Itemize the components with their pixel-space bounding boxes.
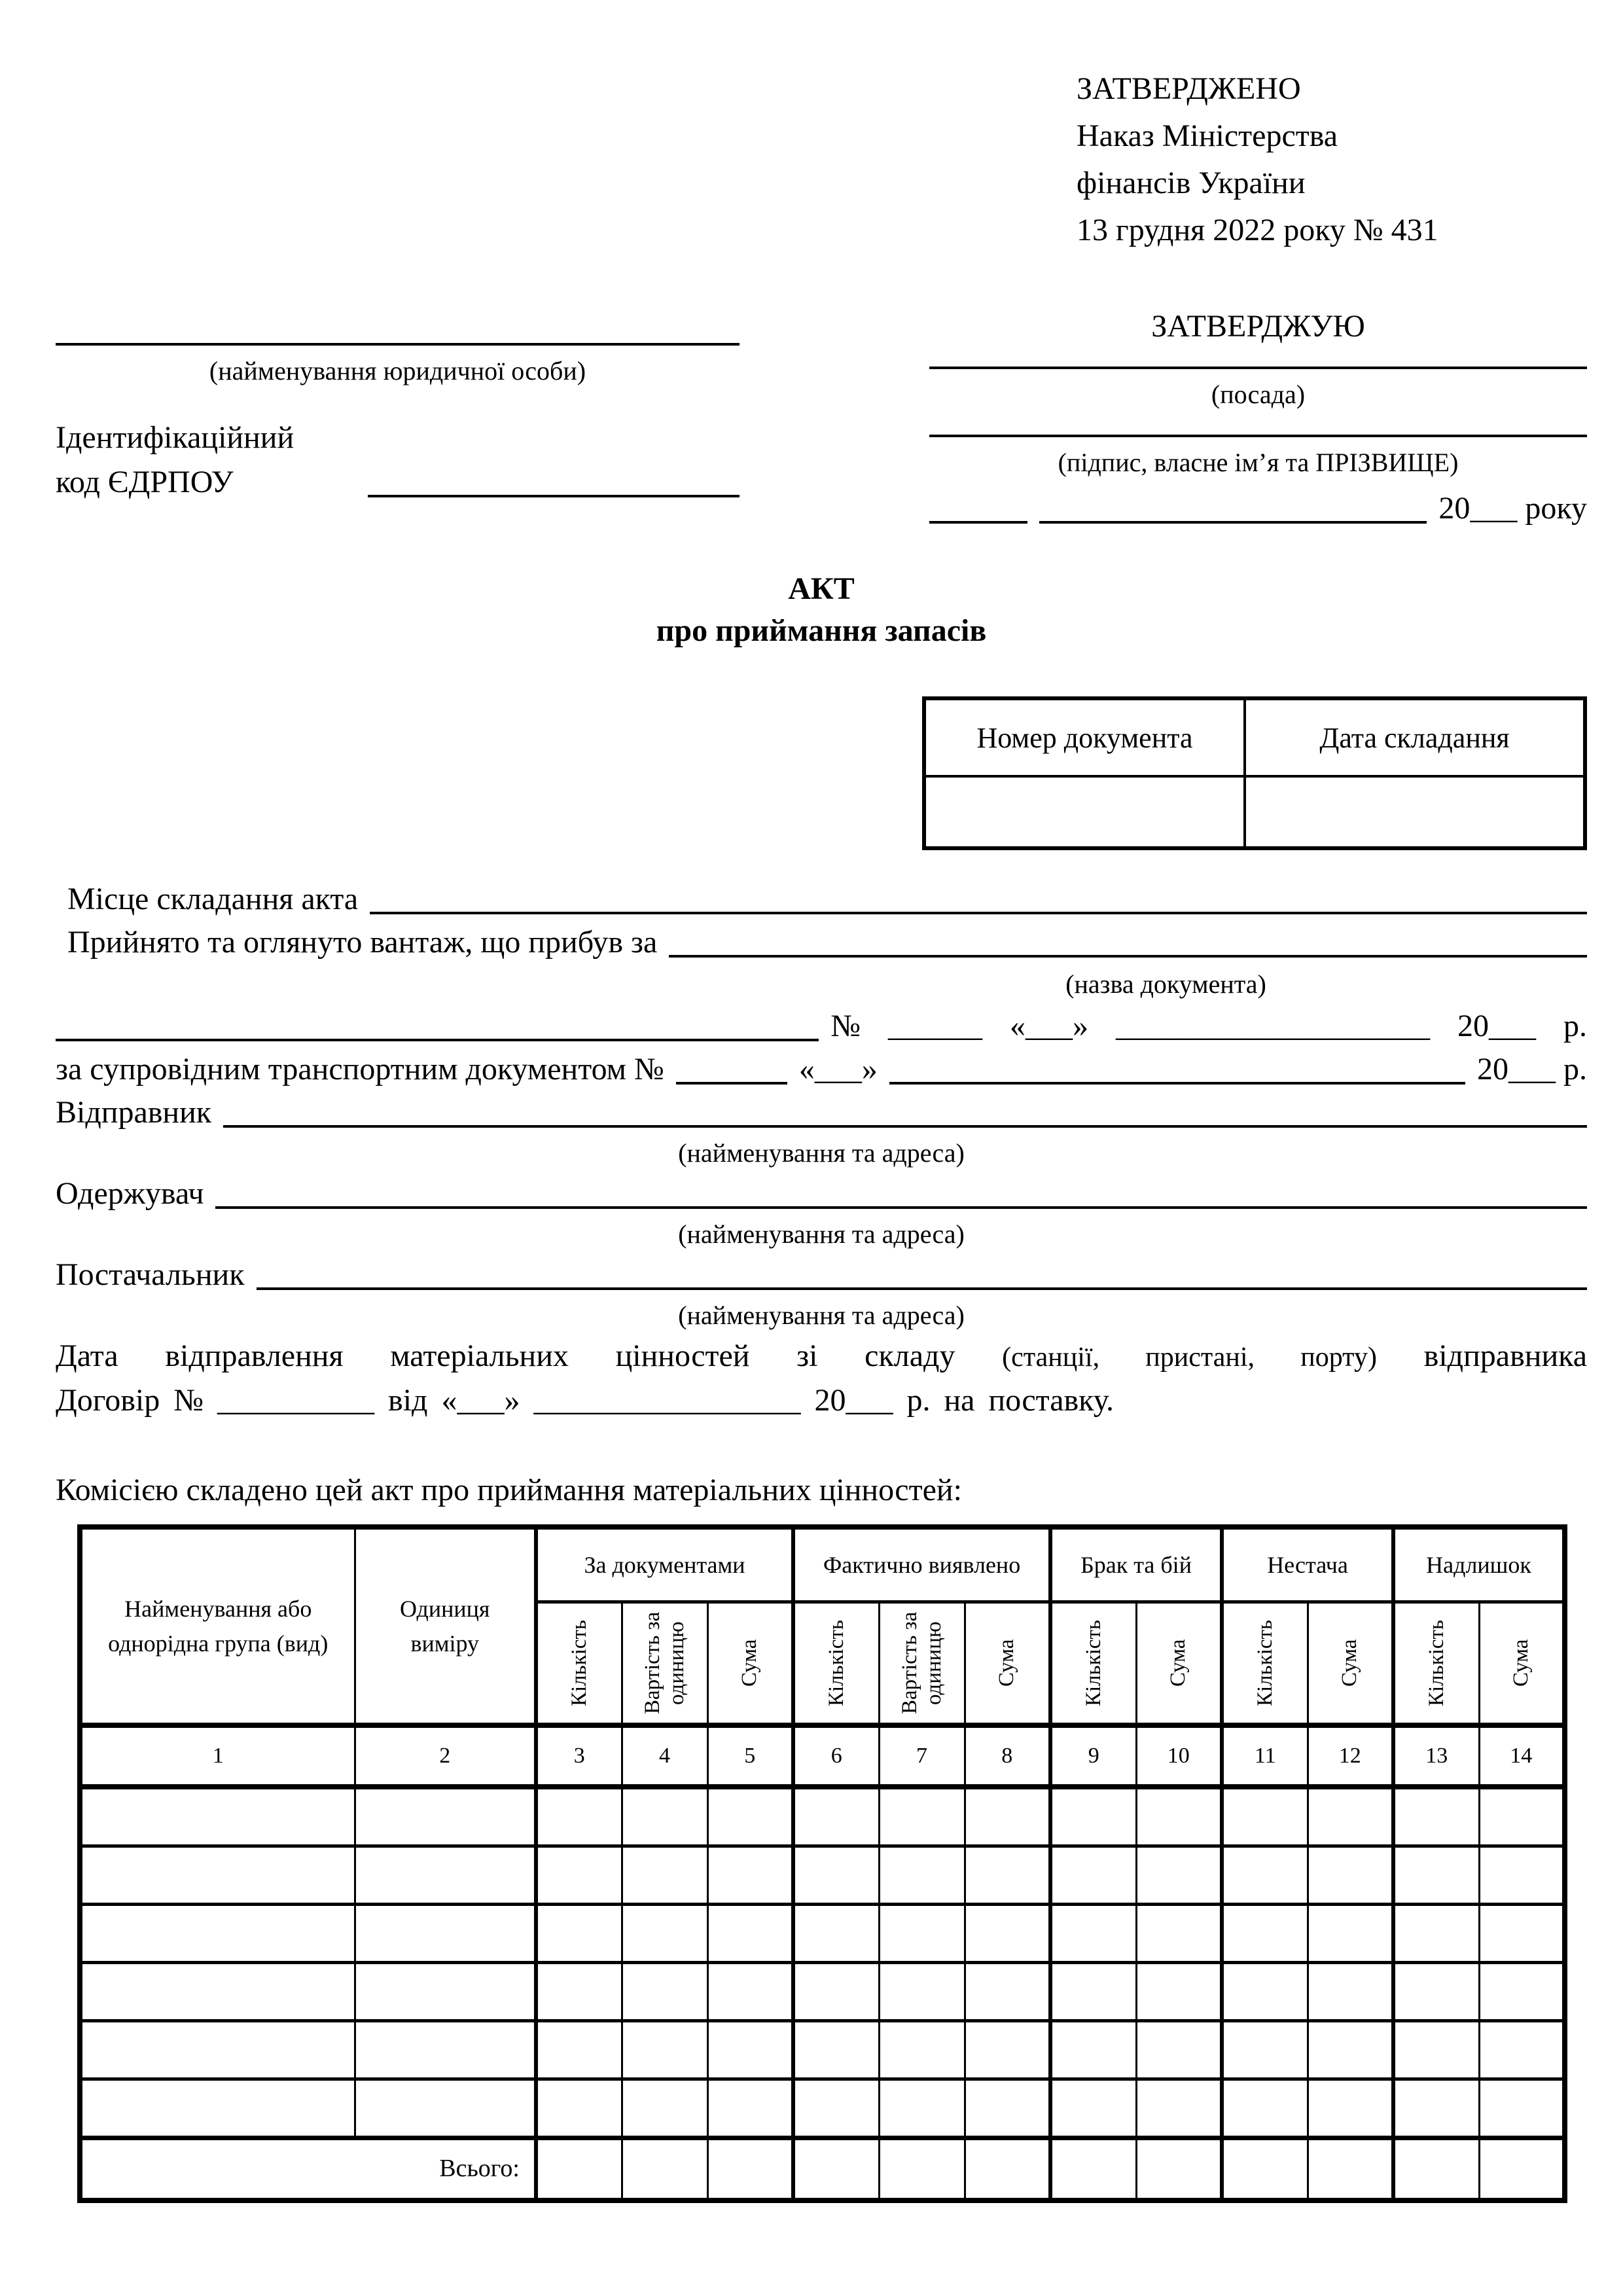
doc-date-cell: [1245, 776, 1585, 848]
group-actually-found: Фактично виявлено: [793, 1527, 1050, 1602]
cell: [80, 1963, 355, 2021]
edrpou-label: код ЄДРПОУ: [56, 465, 234, 499]
cell: [1136, 2021, 1222, 2079]
approve-date-row: [929, 487, 1587, 530]
cell: [355, 2079, 536, 2138]
subheader-quantity: Кількість: [1393, 1602, 1479, 1726]
spacer: [929, 482, 1587, 487]
cell: [1479, 2079, 1565, 2138]
table-row: [80, 1787, 1565, 1846]
col-number: 10: [1136, 1725, 1222, 1787]
cell: [793, 1905, 879, 1963]
total-cell: [1222, 2138, 1308, 2201]
header-name: Найменування або однорідна група (вид): [80, 1527, 355, 1725]
cell: [1308, 2021, 1393, 2079]
cell: [355, 1846, 536, 1905]
doc-number-cell: [924, 776, 1245, 848]
header-columns: [56, 305, 1587, 530]
contract-line: Договір № __________ від «___» _________________ 20___ р. на поставку.: [56, 1383, 1114, 1418]
approval-block: [1077, 65, 1587, 254]
cell: [965, 1846, 1050, 1905]
blank-line: [223, 1125, 1587, 1128]
table-row: [80, 1963, 1565, 2021]
table-row: [80, 1905, 1565, 1963]
doc-number-table: [922, 696, 1587, 850]
cell: [80, 1846, 355, 1905]
approval-line: фінансів України: [1077, 166, 1306, 200]
blank-line: [676, 1082, 787, 1085]
col-number: 4: [622, 1725, 707, 1787]
cell: [355, 1963, 536, 2021]
cell: [1479, 2021, 1565, 2079]
org-name-caption: (найменування юридичної особи): [209, 356, 586, 386]
cell: [80, 1905, 355, 1963]
header-unit: Одиниця виміру: [355, 1527, 536, 1725]
col-number: 6: [793, 1725, 879, 1787]
body-block: [56, 878, 1587, 1422]
cell: [707, 2021, 793, 2079]
subheader-quantity: Кількість: [1222, 1602, 1308, 1726]
cell: [1136, 1963, 1222, 2021]
blank-line: [257, 1287, 1587, 1290]
cell: [1308, 1905, 1393, 1963]
cell: [965, 1963, 1050, 2021]
cell: [80, 1787, 355, 1846]
cell: [1050, 1905, 1136, 1963]
total-cell: [622, 2138, 707, 2201]
group-surplus: Надлишок: [1393, 1527, 1565, 1602]
cell: [707, 1905, 793, 1963]
approval-line: 13 грудня 2022 року № 431: [1077, 213, 1438, 247]
cell: [1136, 1787, 1222, 1846]
subheader-sum: Сума: [1136, 1602, 1222, 1726]
document-title: [56, 568, 1587, 652]
total-cell: [1479, 2138, 1565, 2201]
doc-table-header-row: [924, 698, 1585, 776]
total-cell: [1136, 2138, 1222, 2201]
col-number: 14: [1479, 1725, 1565, 1787]
cell: [1050, 2021, 1136, 2079]
blank-line: [370, 912, 1587, 914]
approval-line: Наказ Міністерства: [1077, 118, 1338, 153]
cell: [1050, 1846, 1136, 1905]
cell: [1479, 1905, 1565, 1963]
cell: [1393, 1963, 1479, 2021]
subheader-quantity: Кількість: [793, 1602, 879, 1726]
cell: [80, 2079, 355, 2138]
year-suffix: 20___ року: [1438, 491, 1587, 526]
total-cell: [1393, 2138, 1479, 2201]
accepted-label: Прийнято та оглянуто вантаж, що прибув за: [67, 925, 658, 960]
cell: [707, 1963, 793, 2021]
blank-line: [56, 1039, 819, 1041]
cell: [879, 1963, 965, 2021]
cell: [879, 1846, 965, 1905]
cell: [707, 1787, 793, 1846]
table-row: [80, 2079, 1565, 2138]
number-date-text: № ______ «___» ____________________ 20___ р.: [830, 1009, 1587, 1043]
doc-table-value-row: [924, 776, 1585, 848]
cell: [1308, 1846, 1393, 1905]
cell: [793, 2021, 879, 2079]
edrpou-row: [56, 461, 740, 504]
cell: [1393, 1846, 1479, 1905]
approve-block: [929, 305, 1587, 530]
total-cell: [707, 2138, 793, 2201]
cell: [1222, 2021, 1308, 2079]
cell: [536, 1787, 622, 1846]
document-number-line: [56, 1005, 1587, 1048]
month-blank-line: [1039, 521, 1427, 524]
cell: [622, 2079, 707, 2138]
commission-line: Комісією складено цей акт про приймання матеріальних цінностей:: [56, 1473, 962, 1507]
cell: [879, 2079, 965, 2138]
cell: [793, 2079, 879, 2138]
org-id-label: Ідентифікаційний: [56, 420, 294, 455]
cell: [1222, 1846, 1308, 1905]
total-row: [80, 2138, 1565, 2201]
subheader-unit-cost: Вартість за одиницю: [622, 1602, 707, 1726]
cell: [1136, 1905, 1222, 1963]
total-cell: [965, 2138, 1050, 2201]
total-cell: [879, 2138, 965, 2201]
cell: [965, 2021, 1050, 2079]
name-address-caption: (найменування та адреса): [678, 1219, 965, 1249]
col-number: 1: [80, 1725, 355, 1787]
cell: [80, 2021, 355, 2079]
accepted-line: [56, 921, 1587, 964]
day-blank-line: [929, 521, 1027, 524]
cell: [622, 1846, 707, 1905]
cell: [1393, 1905, 1479, 1963]
col-number: 3: [536, 1725, 622, 1787]
place-line: [56, 878, 1587, 921]
transport-line: [56, 1048, 1587, 1091]
cell: [1308, 1963, 1393, 2021]
spacer: [929, 414, 1587, 435]
cell: [536, 1963, 622, 2021]
cell: [536, 2021, 622, 2079]
signature-caption: (підпис, власне ім’я та ПРІЗВИЩЕ): [1058, 448, 1459, 477]
subheader-sum: Сума: [707, 1602, 793, 1726]
subheader-unit-cost: Вартість за одиницю: [879, 1602, 965, 1726]
total-label: Всього:: [80, 2138, 536, 2201]
cell: [1308, 2079, 1393, 2138]
supplier-label: Постачальник: [56, 1257, 245, 1292]
spacer: [929, 348, 1587, 367]
cell: [1050, 2079, 1136, 2138]
sender-label: Відправник: [56, 1095, 212, 1130]
transport-year: 20___ р.: [1477, 1052, 1587, 1086]
col-number: 8: [965, 1725, 1050, 1787]
org-block: [56, 305, 740, 530]
cell: [622, 1787, 707, 1846]
spacer: [56, 390, 740, 416]
cell: [879, 1905, 965, 1963]
name-address-caption: (найменування та адреса): [678, 1300, 965, 1330]
cell: [622, 1905, 707, 1963]
cell: [1393, 1787, 1479, 1846]
cell: [622, 2021, 707, 2079]
cell: [1393, 2079, 1479, 2138]
col-number: 2: [355, 1725, 536, 1787]
group-defect-breakage: Брак та бій: [1050, 1527, 1222, 1602]
cell: [355, 1905, 536, 1963]
dispatch-caption: (станції, пристані, порту): [1002, 1342, 1377, 1372]
group-header-row: [80, 1527, 1565, 1602]
col-number: 5: [707, 1725, 793, 1787]
col-number: 7: [879, 1725, 965, 1787]
cell: [1136, 1846, 1222, 1905]
total-cell: [1050, 2138, 1136, 2201]
posada-blank-line: [929, 367, 1587, 369]
cell: [1222, 2079, 1308, 2138]
cell: [793, 1963, 879, 2021]
place-label: Місце складання акта: [67, 882, 359, 916]
col-number: 11: [1222, 1725, 1308, 1787]
cell: [879, 2021, 965, 2079]
doc-date-header: Дата складання: [1245, 698, 1585, 776]
cell: [536, 1905, 622, 1963]
quote-blank: «___»: [798, 1052, 878, 1086]
blank-line: [669, 955, 1587, 958]
cell: [707, 2079, 793, 2138]
cell: [1479, 1787, 1565, 1846]
cell: [1479, 1846, 1565, 1905]
dispatch-text: відправника: [1423, 1338, 1588, 1373]
cell: [1050, 1963, 1136, 2021]
cell: [707, 1846, 793, 1905]
total-cell: [1308, 2138, 1393, 2201]
sender-line: [56, 1091, 1587, 1134]
title-line-2: про приймання запасів: [656, 613, 987, 648]
cell: [1222, 1963, 1308, 2021]
col-number: 12: [1308, 1725, 1393, 1787]
edrpou-blank-line: [368, 495, 740, 497]
cell: [355, 1787, 536, 1846]
cell: [355, 2021, 536, 2079]
cell: [965, 1905, 1050, 1963]
cell: [622, 1963, 707, 2021]
cell: [965, 1787, 1050, 1846]
col-number: 9: [1050, 1725, 1136, 1787]
title-line-1: АКТ: [788, 571, 855, 606]
receiver-label: Одержувач: [56, 1176, 204, 1211]
acceptance-table: [77, 1524, 1567, 2203]
receiver-line: [56, 1172, 1587, 1215]
cell: [793, 1846, 879, 1905]
cell: [1136, 2079, 1222, 2138]
name-address-caption: (найменування та адреса): [678, 1138, 965, 1168]
cell: [793, 1787, 879, 1846]
spacer: [740, 305, 929, 530]
blank-line: [889, 1082, 1465, 1085]
supplier-line: [56, 1253, 1587, 1297]
cell: [965, 2079, 1050, 2138]
subheader-quantity: Кількість: [1050, 1602, 1136, 1726]
approve-title: ЗАТВЕРДЖУЮ: [1151, 309, 1365, 344]
dispatch-line: [56, 1335, 1587, 1379]
column-number-row: [80, 1725, 1565, 1787]
subheader-sum: Сума: [965, 1602, 1050, 1726]
cell: [1479, 1963, 1565, 2021]
doc-number-header: Номер документа: [924, 698, 1245, 776]
table-row: [80, 2021, 1565, 2079]
cell: [879, 1787, 965, 1846]
org-name-blank-line: [56, 343, 740, 346]
total-cell: [536, 2138, 622, 2201]
cell: [1393, 2021, 1479, 2079]
subheader-sum: Сума: [1479, 1602, 1565, 1726]
subheader-sum: Сума: [1308, 1602, 1393, 1726]
cell: [1222, 1787, 1308, 1846]
table-row: [80, 1846, 1565, 1905]
blank-line: [215, 1206, 1587, 1209]
signature-blank-line: [929, 435, 1587, 437]
cell: [536, 1846, 622, 1905]
cell: [1050, 1787, 1136, 1846]
cell: [536, 2079, 622, 2138]
cell: [1222, 1905, 1308, 1963]
dispatch-text: Дата відправлення матеріальних цінностей зі складу: [56, 1338, 955, 1373]
doc-name-caption: (назва документа): [1065, 969, 1266, 999]
transport-label: за супровідним транспортним документом №: [56, 1052, 664, 1086]
posada-caption: (посада): [1211, 380, 1306, 409]
total-cell: [793, 2138, 879, 2201]
col-number: 13: [1393, 1725, 1479, 1787]
group-shortage: Нестача: [1222, 1527, 1393, 1602]
cell: [1308, 1787, 1393, 1846]
subheader-quantity: Кількість: [536, 1602, 622, 1726]
group-by-documents: За документами: [536, 1527, 793, 1602]
approval-title: ЗАТВЕРДЖЕНО: [1077, 71, 1301, 106]
